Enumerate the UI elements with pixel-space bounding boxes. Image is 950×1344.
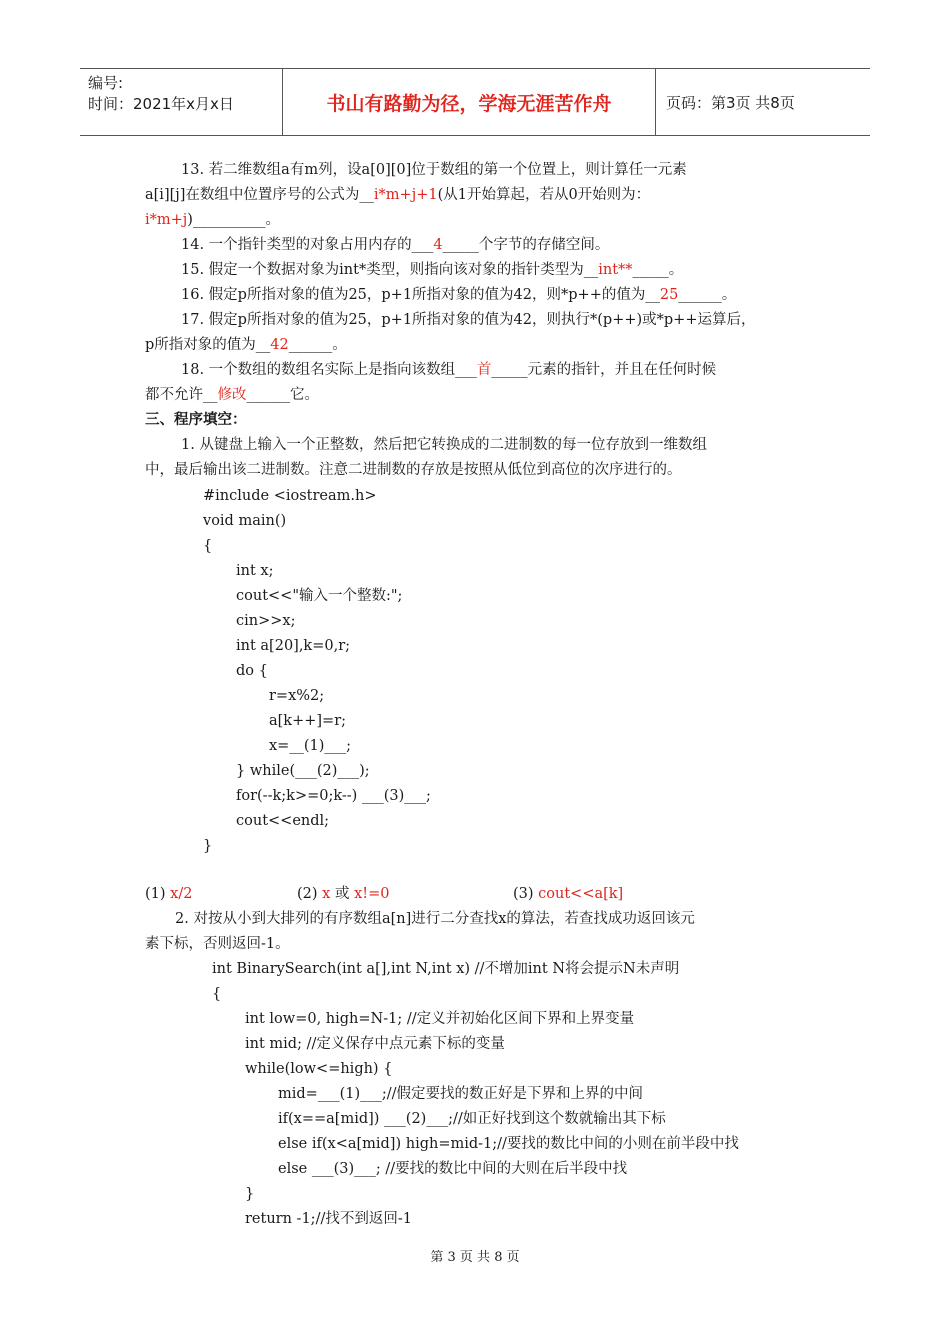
q18-text3: 都不允许__: [145, 387, 218, 403]
p1-code-line: do {: [236, 663, 268, 679]
answer-value: x!=0: [354, 886, 390, 902]
q18-text4: ______它。: [246, 387, 319, 403]
q14-text: 14. 一个指针类型的对象占用内存的___: [181, 237, 434, 253]
p1-desc1: 1. 从键盘上输入一个正整数，然后把它转换成的二进制数的每一位存放到一维数组: [181, 437, 707, 453]
q16-answer: 25: [659, 287, 679, 303]
section-title: 三、程序填空：: [145, 411, 247, 428]
p1-code-line: for(--k;k>=0;k--) ___(3)___;: [236, 788, 431, 804]
answer-value: x/2: [170, 886, 193, 902]
p2-code-line: if(x==a[mid]) ___(2)___;//如正好找到这个数就输出其下标: [278, 1111, 666, 1127]
q13-line2: [145, 185, 650, 205]
p1-answer3: [513, 884, 623, 904]
p2-code-line: while(low<=high) {: [245, 1061, 393, 1077]
p1-code-line: cout<<endl;: [236, 813, 330, 829]
q15-answer: int**: [598, 262, 633, 278]
header-meta: [80, 69, 283, 135]
page-footer: 第 3 页 共 8 页: [430, 1250, 520, 1265]
p1-code-line: int a[20],k=0,r;: [236, 638, 351, 654]
p1-code-line: }: [203, 838, 213, 854]
p2-code-line: int mid; //定义保存中点元素下标的变量: [245, 1036, 505, 1052]
answer-label: (1): [145, 886, 166, 902]
p1-code-line: {: [203, 538, 213, 554]
q13-line1: 13. 若二维数组a有m列，设a[0][0]位于数组的第一个位置上，则计算任一元素: [181, 162, 687, 178]
p1-code-line: #include <iostream.h>: [203, 488, 377, 504]
q15-text: 15. 假定一个数据对象为int*类型，则指向该对象的指针类型为__: [181, 262, 599, 278]
answer-label: (2): [297, 886, 318, 902]
q13-answer: i*m+j+1: [373, 187, 438, 203]
q14-line: [181, 235, 609, 255]
p1-answer1: [145, 884, 192, 904]
p2-code-line: int low=0, high=N-1; //定义并初始化区间下界和上界变量: [245, 1011, 635, 1027]
q13-text3: )__________。: [187, 212, 280, 228]
page-header: [80, 68, 870, 136]
q18-answer1: 首: [476, 362, 492, 378]
q16-text2: ______。: [678, 287, 737, 303]
q18-answer2: 修改: [217, 387, 247, 403]
p1-code-line: int x;: [236, 563, 274, 579]
p2-code-line: {: [212, 986, 222, 1002]
header-number: 编号:: [88, 74, 124, 92]
p2-desc1: 2. 对按从小到大排列的有序数组a[n]进行二分查找x的算法，若查找成功返回该元: [175, 911, 695, 927]
header-time: 时间：2021年x月x日: [88, 95, 234, 113]
p2-code-line: }: [245, 1186, 255, 1202]
p1-code-line: void main(): [203, 513, 287, 529]
header-motto: 书山有路勤为径，学海无涯苦作舟: [283, 69, 656, 135]
answer-value: x: [322, 886, 331, 902]
q17-answer: 42: [270, 337, 289, 353]
p1-code-line: cout<<"输入一个整数:";: [236, 588, 403, 604]
q14-text2: _____个字节的存储空间。: [442, 237, 610, 253]
q14-answer: 4: [433, 237, 443, 253]
answer-value: cout<<a[k]: [538, 886, 624, 902]
q18-line1: [181, 360, 716, 380]
p2-code-line: int BinarySearch(int a[],int N,int x) //不增加int N将会提示N未声明: [212, 961, 680, 977]
p1-code-line: x=__(1)___;: [269, 738, 352, 754]
p2-code-line: else if(x<a[mid]) high=mid-1;//要找的数比中间的小则在前半段中找: [278, 1136, 739, 1152]
p1-code-line: a[k++]=r;: [269, 713, 347, 729]
q13-answer2: i*m+j: [145, 212, 188, 228]
p2-desc2: 素下标，否则返回-1。: [145, 936, 290, 952]
answer-or: 或: [334, 886, 350, 902]
q17-text2: ______。: [288, 337, 347, 353]
q16-text: 16. 假定p所指对象的值为25，p+1所指对象的值为42，则*p++的值为__: [181, 287, 660, 303]
q17-text: p所指对象的值为__: [145, 337, 271, 353]
q17-line1: 17. 假定p所指对象的值为25，p+1所指对象的值为42，则执行*(p++)或*p++运算后，: [181, 312, 756, 328]
q15-line: [181, 260, 683, 280]
q13-line3: [145, 210, 280, 230]
p1-desc2: 中，最后输出该二进制数。注意二进制数的存放是按照从低位到高位的次序进行的。: [145, 462, 682, 478]
q13-text: a[i][j]在数组中位置序号的公式为__: [145, 187, 374, 203]
answer-label: (3): [513, 886, 534, 902]
p2-code-line: mid=___(1)___;//假定要找的数正好是下界和上界的中间: [278, 1086, 644, 1102]
q16-line: [181, 285, 736, 305]
p1-code-line: cin>>x;: [236, 613, 296, 629]
header-page: 页码：第3页 共8页: [666, 93, 795, 112]
p1-answer2: [297, 884, 389, 904]
p2-code-line: else ___(3)___; //要找的数比中间的大则在后半段中找: [278, 1161, 628, 1177]
p1-code-line: r=x%2;: [269, 688, 325, 704]
p1-code-line: } while(___(2)___);: [236, 763, 370, 779]
p2-code-line: return -1;//找不到返回-1: [245, 1211, 412, 1227]
q13-text2: (从1开始算起，若从0开始则为：: [437, 187, 651, 203]
q18-text2: _____元素的指针，并且在任何时候: [491, 362, 717, 378]
q17-line2: [145, 335, 347, 355]
q18-text: 18. 一个数组的数组名实际上是指向该数组___: [181, 362, 477, 378]
q15-text2: _____。: [632, 262, 684, 278]
q18-line2: [145, 385, 319, 405]
